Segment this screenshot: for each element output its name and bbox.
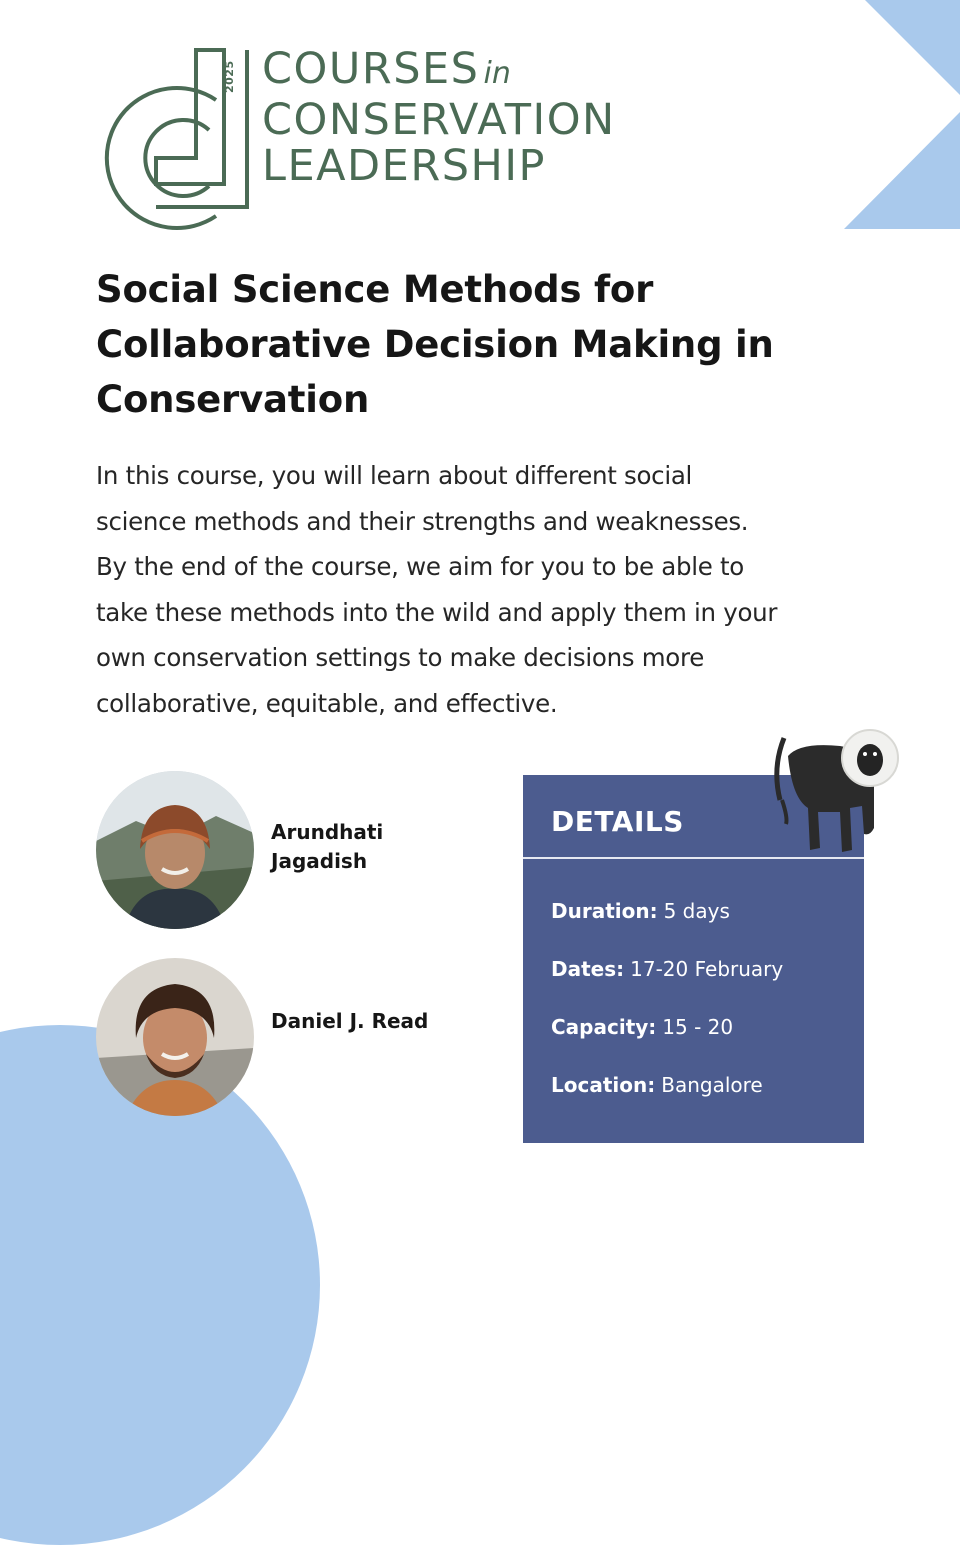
description-line: By the end of the course, we aim for you to be able to	[96, 552, 744, 581]
description-line: take these methods into the wild and apply them in your	[96, 597, 778, 627]
logo-word-leadership: LEADERSHIP	[262, 141, 546, 191]
details-heading: DETAILS	[551, 805, 684, 838]
detail-row-location	[551, 1073, 763, 1097]
detail-value: Bangalore	[661, 1073, 763, 1097]
logo-word-in: in	[483, 56, 511, 91]
logo-wordmark	[262, 46, 616, 189]
description-line: collaborative, equitable, and effective.	[96, 688, 558, 718]
detail-label: Location:	[551, 1073, 656, 1097]
description-line: In this course, you will learn about different social	[96, 461, 693, 490]
detail-row-dates	[551, 957, 783, 981]
logo-year: 2025	[223, 60, 236, 94]
instructor-name-line: Jagadish	[271, 849, 368, 873]
logo-word-conservation: CONSERVATION	[262, 95, 616, 145]
course-title	[96, 262, 896, 427]
detail-label: Capacity:	[551, 1015, 657, 1039]
course-title-line: Social Science Methods for	[96, 268, 654, 311]
lion-tailed-macaque-icon	[770, 728, 905, 858]
description-line: science methods and their strengths and weaknesses.	[96, 506, 749, 536]
logo-word-courses: COURSES	[262, 44, 480, 94]
course-description	[96, 453, 916, 726]
detail-value: 5 days	[663, 899, 730, 923]
instructor-name-line: Arundhati	[271, 820, 384, 844]
instructor-photo-icon	[96, 958, 254, 1116]
description-line: own conservation settings to make decisions more	[96, 643, 705, 672]
detail-value: 17-20 February	[630, 957, 784, 981]
instructor-name-line: Daniel J. Read	[271, 1009, 429, 1033]
instructor-name	[271, 818, 471, 876]
course-title-line: Conservation	[96, 378, 370, 421]
detail-row-duration	[551, 899, 730, 923]
detail-value: 15 - 20	[662, 1015, 734, 1039]
detail-label: Dates:	[551, 957, 625, 981]
instructor-name	[271, 1007, 471, 1036]
detail-label: Duration:	[551, 899, 658, 923]
course-title-line: Collaborative Decision Making in	[96, 323, 774, 366]
instructor-photo-icon	[96, 771, 254, 929]
detail-row-capacity	[551, 1015, 733, 1039]
